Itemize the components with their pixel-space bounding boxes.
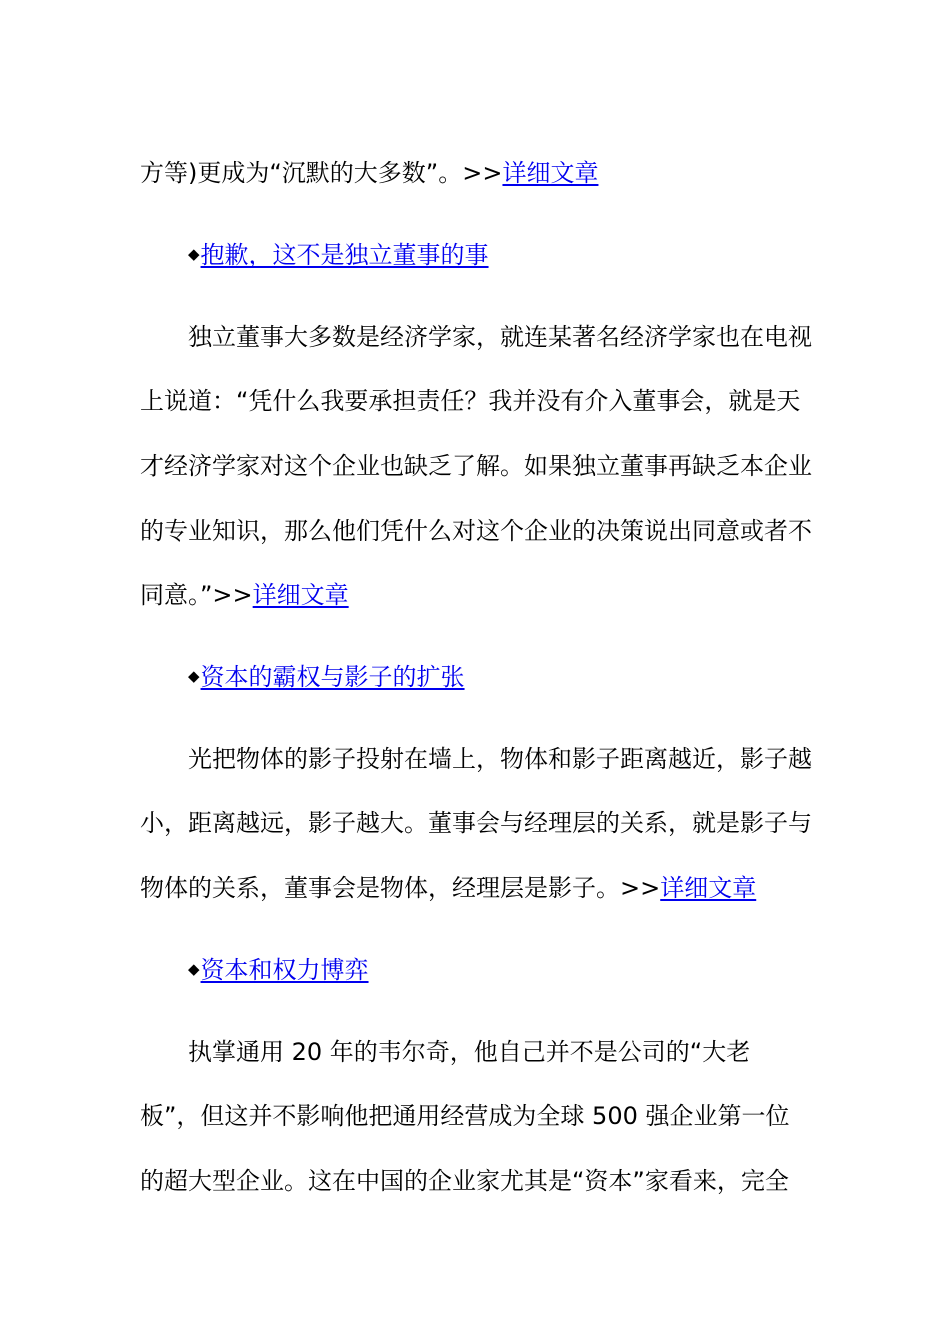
body-text: 的专业知识，那么他们凭什么对这个企业的决策说出同意或者不 [140,517,812,545]
paragraph-text: 方等)更成为“沉默的大多数”。>> [140,159,503,187]
body-text: 的超大型企业。这在中国的企业家尤其是“资本”家看来，完全 [140,1167,789,1195]
section-heading [188,955,860,988]
body-text: 独立董事大多数是经济学家，就连某著名经济学家也在电视 [188,323,812,351]
body-line [188,322,812,352]
detail-article-link[interactable]: 详细文章 [660,874,757,902]
body-line [140,1101,812,1131]
body-text: 板”，但这并不影响他把通用经营成为全球 500 强企业第一位 [140,1102,790,1130]
body-line [140,580,812,610]
detail-article-link[interactable]: 详细文章 [252,581,349,609]
body-text: 才经济学家对这个企业也缺乏了解。如果独立董事再缺乏本企业 [140,452,812,480]
section-heading [188,240,860,273]
diamond-bullet-icon: ◆ [188,960,200,978]
body-text: 物体的关系，董事会是物体，经理层是影子。>> [140,874,661,902]
body-line [140,516,812,546]
body-line [140,451,812,481]
body-text: 小，距离越远，影子越大。董事会与经理层的关系，就是影子与 [140,809,812,837]
body-text: 光把物体的影子投射在墙上，物体和影子距离越近，影子越 [188,745,812,773]
body-text: 上说道：“凭什么我要承担责任？我并没有介入董事会，就是天 [140,387,801,415]
section-heading [188,662,860,695]
body-line [140,1166,812,1196]
section-title-link[interactable]: 资本的霸权与影子的扩张 [200,663,465,691]
body-text: 执掌通用 20 年的韦尔奇，他自己并不是公司的“大老 [188,1038,751,1066]
section-title-link[interactable]: 抱歉，这不是独立董事的事 [200,241,489,269]
paragraph-tail [140,158,812,188]
diamond-bullet-icon: ◆ [188,667,200,685]
detail-article-link[interactable]: 详细文章 [502,159,599,187]
section-title-link[interactable]: 资本和权力博弈 [200,956,369,984]
body-line [140,808,812,838]
body-line [140,873,812,903]
body-line [188,744,812,774]
body-line [188,1037,812,1067]
diamond-bullet-icon: ◆ [188,245,200,263]
body-text: 同意。”>> [140,581,253,609]
body-line [140,386,812,416]
